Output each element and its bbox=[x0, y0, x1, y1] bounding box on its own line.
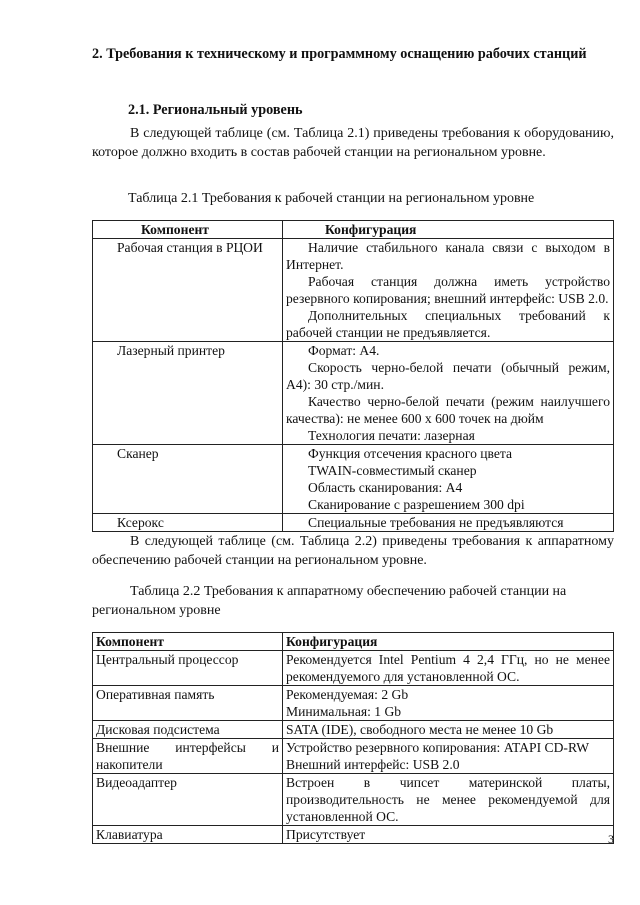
workstation-requirements-table bbox=[92, 220, 614, 532]
config-line: SATA (IDE), свободного места не менее 10 Gb bbox=[286, 722, 554, 737]
component-cell: Сканер bbox=[93, 445, 283, 514]
column-header-component: Компонент bbox=[93, 633, 283, 651]
table-header-row bbox=[93, 633, 614, 651]
table-row bbox=[93, 686, 614, 721]
config-line: Рабочая станция должна иметь устройство резервного копирования; внешний интерфейс: USB 2.0. bbox=[286, 274, 610, 306]
config-line: Рекомендуемая: 2 Gb bbox=[286, 687, 409, 702]
configuration-cell bbox=[283, 239, 614, 342]
table-header-row bbox=[93, 221, 614, 239]
configuration-cell bbox=[283, 445, 614, 514]
configuration-cell bbox=[283, 721, 614, 739]
subsection-heading: 2.1. Региональный уровень bbox=[128, 102, 303, 118]
config-line: Минимальная: 1 Gb bbox=[286, 704, 402, 719]
configuration-cell bbox=[283, 514, 614, 532]
table-row bbox=[93, 342, 614, 445]
config-line: Рекомендуется Intel Pentium 4 2,4 ГГц, но не менее рекомендуемого для установленной ОС. bbox=[286, 652, 610, 684]
component-cell: Дисковая подсистема bbox=[93, 721, 283, 739]
config-line: Качество черно-белой печати (режим наилучшего качества): не менее 600 х 600 точек на дюйм bbox=[286, 394, 610, 426]
table-row bbox=[93, 739, 614, 774]
table-row bbox=[93, 826, 614, 844]
table-row bbox=[93, 774, 614, 826]
component-cell: Рабочая станция в РЦОИ bbox=[93, 239, 283, 342]
config-line: Скорость черно-белой печати (обычный режим, А4): 30 стр./мин. bbox=[286, 360, 610, 392]
config-line: Наличие стабильного канала связи с выходом в Интернет. bbox=[286, 240, 610, 272]
component-cell: Центральный процессор bbox=[93, 651, 283, 686]
second-paragraph: В следующей таблице (см. Таблица 2.2) приведены требования к аппаратному обеспечению рабочей станции на региональном уровне. bbox=[92, 534, 614, 568]
component-cell: Видеоадаптер bbox=[93, 774, 283, 826]
component-cell: Оперативная память bbox=[93, 686, 283, 721]
component-cell: Ксерокс bbox=[93, 514, 283, 532]
config-line: Встроен в чипсет материнской платы, производительность не менее рекомендуемой для установленной ОС. bbox=[286, 775, 610, 824]
table-row bbox=[93, 445, 614, 514]
configuration-cell bbox=[283, 774, 614, 826]
table-row bbox=[93, 514, 614, 532]
configuration-cell bbox=[283, 651, 614, 686]
column-header-configuration: Конфигурация bbox=[283, 221, 614, 239]
component-cell: Клавиатура bbox=[93, 826, 283, 844]
table2-caption: Таблица 2.2 Требования к аппаратному обеспечению рабочей станции на региональном уровне bbox=[92, 584, 567, 618]
component-cell: Внешние интерфейсы и накопители bbox=[93, 739, 283, 774]
config-line: Дополнительных специальных требований к рабочей станции не предъявляется. bbox=[286, 308, 610, 340]
column-header-component: Компонент bbox=[93, 221, 283, 239]
config-line: Технология печати: лазерная bbox=[308, 428, 475, 443]
config-line: TWAIN-совместимый сканер bbox=[308, 463, 477, 478]
column-header-configuration: Конфигурация bbox=[283, 633, 614, 651]
hardware-requirements-table bbox=[92, 632, 614, 844]
intro-paragraph: В следующей таблице (см. Таблица 2.1) приведены требования к оборудованию, которое должно входить в состав рабочей станции на региональном уровне. bbox=[92, 126, 614, 160]
config-line: Функция отсечения красного цвета bbox=[308, 446, 513, 461]
config-line: Область сканирования: А4 bbox=[308, 480, 463, 495]
table-row bbox=[93, 721, 614, 739]
table1-caption: Таблица 2.1 Требования к рабочей станции на региональном уровне bbox=[128, 191, 535, 206]
configuration-cell bbox=[283, 686, 614, 721]
table-row bbox=[93, 239, 614, 342]
config-line: Сканирование с разрешением 300 dpi bbox=[308, 497, 525, 512]
page-number: 3 bbox=[608, 832, 614, 846]
config-line: Устройство резервного копирования: ATAPI CD-RW bbox=[286, 740, 590, 755]
config-line: Формат: А4. bbox=[308, 343, 380, 358]
config-line: Присутствует bbox=[286, 827, 366, 842]
config-line: Специальные требования не предъявляются bbox=[308, 515, 564, 530]
section-heading: 2. Требования к техническому и программному оснащению рабочих станций bbox=[92, 46, 587, 62]
table-row bbox=[93, 651, 614, 686]
configuration-cell bbox=[283, 342, 614, 445]
configuration-cell bbox=[283, 826, 614, 844]
config-line: Внешний интерфейс: USB 2.0 bbox=[286, 757, 460, 772]
configuration-cell bbox=[283, 739, 614, 774]
component-cell: Лазерный принтер bbox=[93, 342, 283, 445]
